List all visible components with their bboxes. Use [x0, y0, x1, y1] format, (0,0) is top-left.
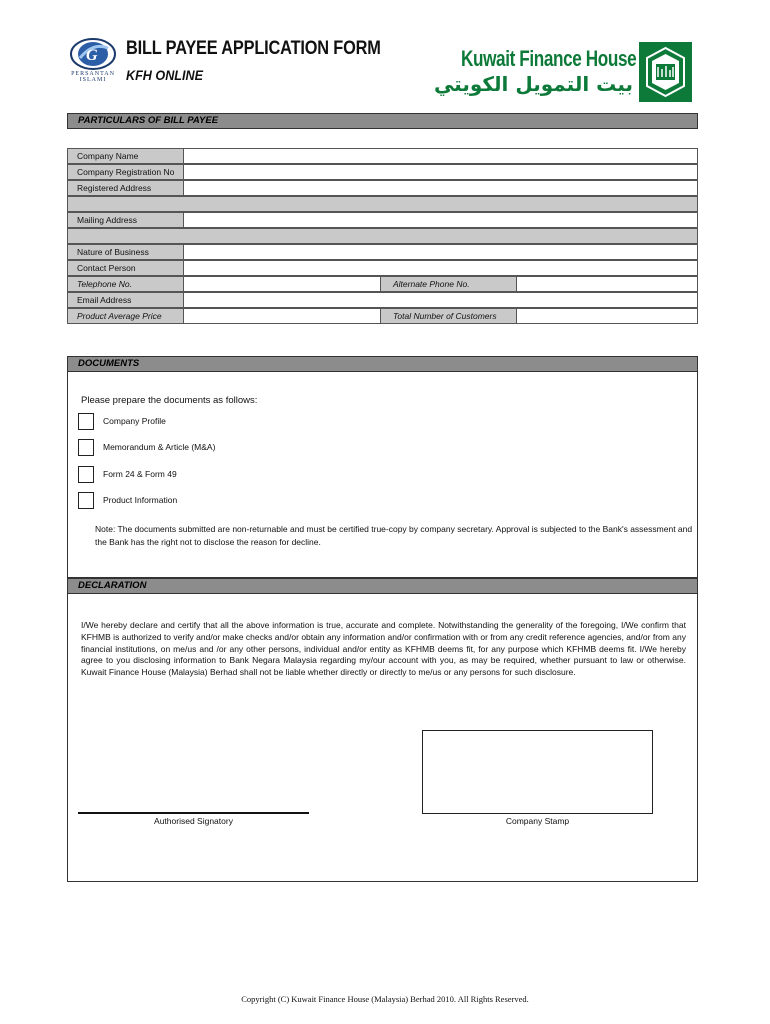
particulars-heading: PARTICULARS OF BILL PAYEE	[67, 113, 698, 129]
row-contact-person	[67, 260, 698, 276]
row-company-name	[67, 148, 698, 164]
copyright-footer: Copyright (C) Kuwait Finance House (Malaysia) Berhad 2010. All Rights Reserved.	[241, 994, 529, 1004]
alternate-phone-label: Alternate Phone No.	[380, 276, 517, 292]
contact-person-label: Contact Person	[67, 260, 184, 276]
product-price-field[interactable]	[183, 308, 381, 324]
product-info-label: Product Information	[103, 495, 178, 505]
row-nature-business	[67, 244, 698, 260]
kfh-name-arabic: بيت التمويل الكويتي	[433, 72, 633, 96]
declaration-text: I/We hereby declare and certify that all the above information is true, accurate and complete. Notwithstanding the generality of the foregoing, I/We confirm that KFHMB is authorized to verify and/or make checks and/or obtain any information and/or confirmation with or from any credit reference agencies, and/or from any financial institutions, on me/us and /or any other persons, individual and/or entity as KFHMB deems fit, for any purpose which KFHMB deems fit. I/We hereby agree to you disclosing information to Bank Negara Malaysia regarding my/our account with you, as may be required, whether pursuant to law or otherwise. Kuwait Finance House (Malaysia) Berhad shall not be liable whether directly or directly to me/us or any persons for such disclosure.	[81, 620, 686, 678]
row-mailing-address	[67, 212, 698, 228]
email-field[interactable]	[183, 292, 698, 308]
globe-logo-icon	[66, 38, 120, 70]
email-label: Email Address	[67, 292, 184, 308]
row-mailing-address-2	[67, 228, 698, 244]
company-profile-label: Company Profile	[103, 416, 166, 426]
logo-text-line-2: ISLAMI	[79, 77, 107, 83]
telephone-field[interactable]	[183, 276, 381, 292]
row-registered-address	[67, 180, 698, 196]
product-info-checkbox[interactable]	[78, 492, 94, 509]
documents-heading: DOCUMENTS	[67, 356, 698, 372]
memorandum-label: Memorandum & Article (M&A)	[103, 442, 216, 452]
declaration-heading: DECLARATION	[67, 578, 698, 594]
company-name-field[interactable]	[183, 148, 698, 164]
registered-address-label: Registered Address	[67, 180, 184, 196]
row-email	[67, 292, 698, 308]
row-company-reg	[67, 164, 698, 180]
stamp-label: Company Stamp	[505, 816, 570, 826]
documents-intro: Please prepare the documents as follows:	[81, 395, 258, 406]
forms-label: Form 24 & Form 49	[103, 469, 177, 479]
nature-business-field[interactable]	[183, 244, 698, 260]
signature-line[interactable]	[78, 812, 309, 814]
total-customers-field[interactable]	[516, 308, 698, 324]
registered-address-field-1[interactable]	[183, 180, 698, 196]
total-customers-label: Total Number of Customers	[380, 308, 517, 324]
company-profile-checkbox[interactable]	[78, 413, 94, 430]
telephone-label: Telephone No.	[67, 276, 184, 292]
row-registered-address-2	[67, 196, 698, 212]
page-subtitle: KFH ONLINE	[126, 67, 204, 83]
kfh-name-english: Kuwait Finance House	[461, 46, 637, 71]
company-reg-field[interactable]	[183, 164, 698, 180]
memorandum-checkbox[interactable]	[78, 439, 94, 456]
company-reg-label: Company Registration No	[67, 164, 184, 180]
product-price-label: Product Average Price	[67, 308, 184, 324]
mailing-address-field-2[interactable]	[67, 228, 698, 244]
company-name-label: Company Name	[67, 148, 184, 164]
row-product-price	[67, 308, 698, 324]
alternate-phone-field[interactable]	[516, 276, 698, 292]
signatory-label: Authorised Signatory	[154, 816, 233, 826]
forms-checkbox[interactable]	[78, 466, 94, 483]
kfh-logo	[433, 42, 693, 104]
page-title: BILL PAYEE APPLICATION FORM	[126, 38, 381, 59]
svg-text:G: G	[86, 47, 98, 64]
nature-business-label: Nature of Business	[67, 244, 184, 260]
contact-person-field[interactable]	[183, 260, 698, 276]
logo-text-line-1: PERSANTAN	[71, 71, 115, 77]
mailing-address-field-1[interactable]	[183, 212, 698, 228]
mailing-address-label: Mailing Address	[67, 212, 184, 228]
row-telephone	[67, 276, 698, 292]
registered-address-field-2[interactable]	[67, 196, 698, 212]
documents-note: Note: The documents submitted are non-returnable and must be certified true-copy by company secretary. Approval is subjected to the Bank's assessment and the Bank has the right not to disclose the reason for decline.	[95, 524, 693, 547]
company-stamp-box[interactable]	[422, 730, 653, 814]
kfh-emblem-icon	[639, 42, 692, 102]
persantan-logo	[66, 38, 120, 86]
